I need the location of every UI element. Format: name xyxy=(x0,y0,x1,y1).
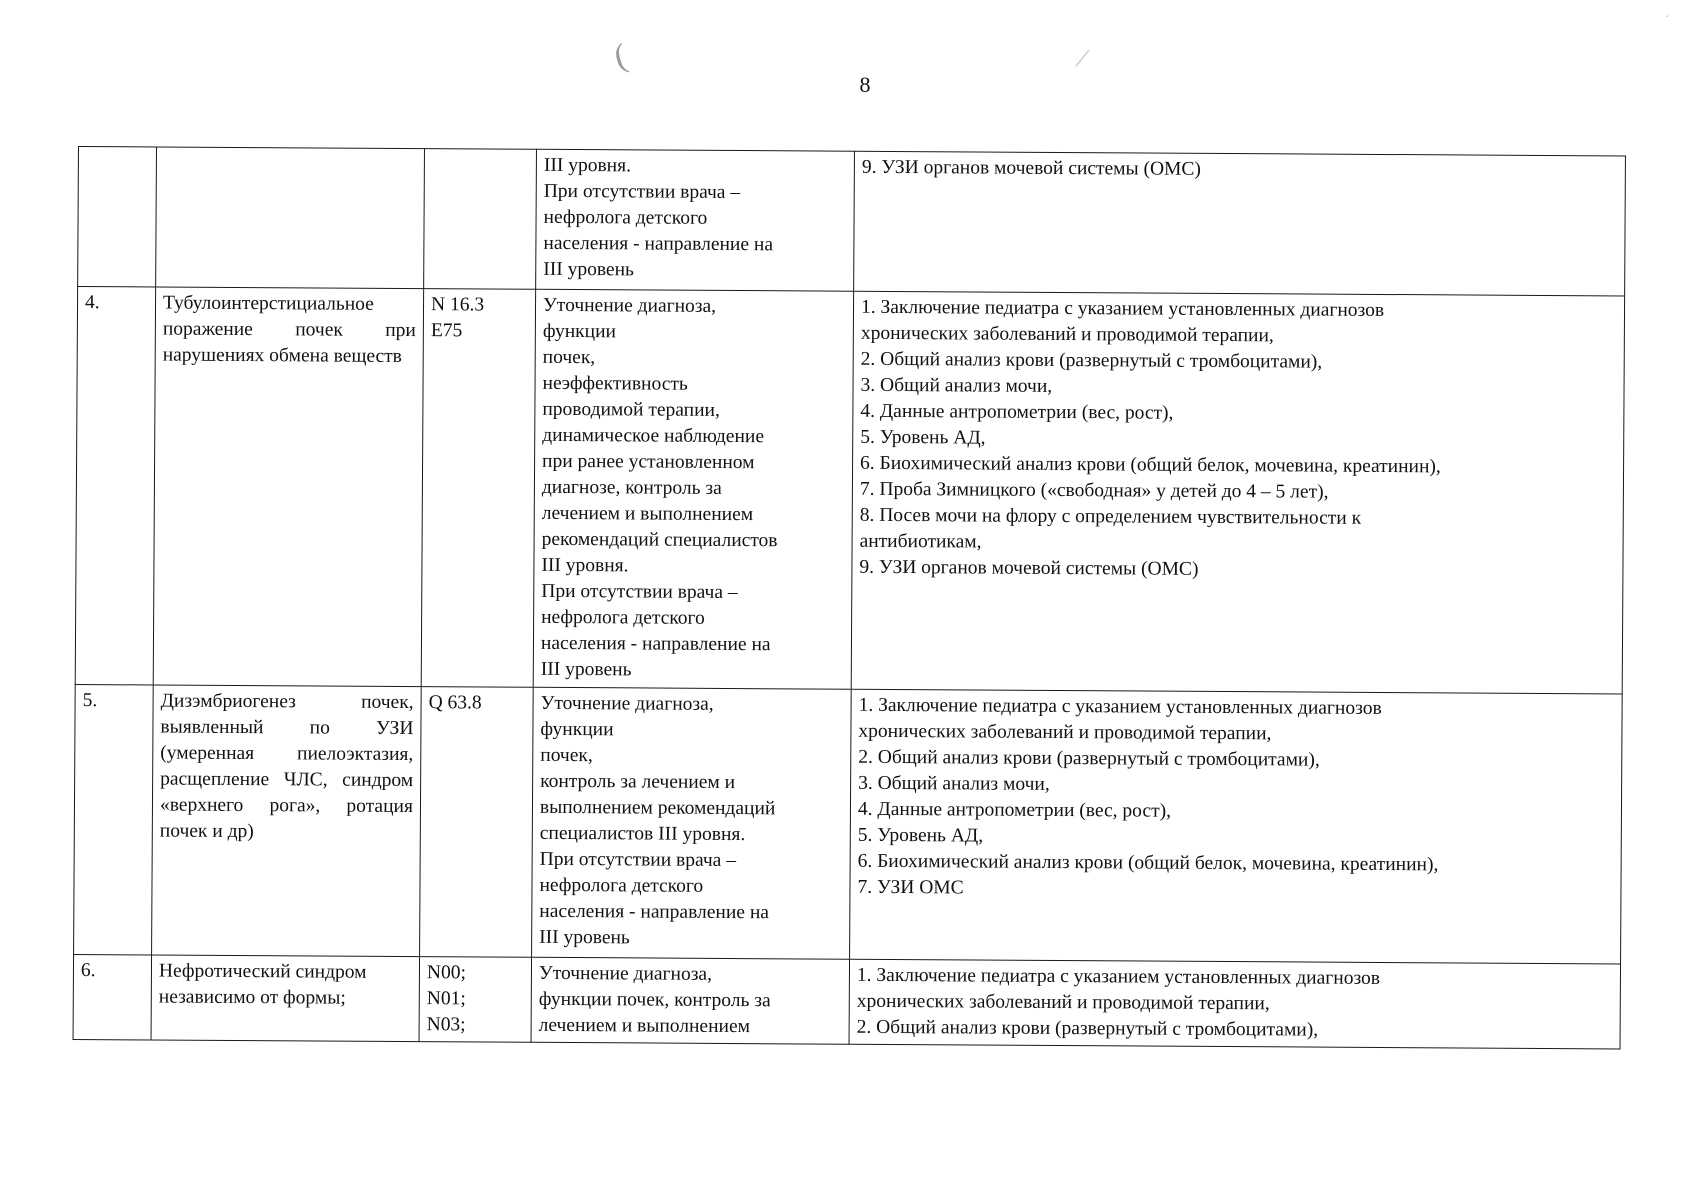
scan-artifact-mark: ( xyxy=(610,37,631,76)
required-exams-cell xyxy=(854,151,1626,296)
icd-code: N00; N01; N03; xyxy=(426,962,467,1036)
required-exams: 9. УЗИ органов мочевой системы (ОМС) xyxy=(861,156,1201,180)
row-number: 4. xyxy=(84,292,100,314)
icd-code: N 16.3 E75 xyxy=(430,294,485,342)
icd-code-cell xyxy=(424,149,537,290)
required-exams: 1. Заключение педиатра с указанием установленных диагнозов хронических заболеваний и проводимой терапии, 2. Общий анализ крови (развернутый с тромбоцитами), 3. Общий анализ мочи, 4. Данные антропометрии (вес, рост), 5. Уровень АД, 6. Биохимический анализ крови (общий белок, мочевина, креатинин), 7. УЗИ ОМС xyxy=(857,694,1439,899)
referral-goal: Уточнение диагноза, функции почек, неэффективность проводимой терапии, динамическое наблюдение при ранее установленном диагнозе, контроль за лечением и выполнением рекомендаций специалистов III уровня. При отсутствии врача – нефролога детского населения - направление на III уровень xyxy=(540,294,778,681)
referral-goal-cell xyxy=(536,149,855,291)
required-exams-cell xyxy=(849,959,1621,1049)
required-exams: 1. Заключение педиатра с указанием установленных диагнозов хронических заболеваний и проводимой терапии, 2. Общий анализ крови (развернутый с тромбоцитами), xyxy=(856,964,1381,1041)
row-number-cell xyxy=(78,147,157,287)
diagnosis-name-cell xyxy=(152,685,422,957)
diagnosis-name: Тубулоинтерстициальное поражение почек при нарушениях обмена веществ xyxy=(162,292,416,367)
referral-goal: III уровня. При отсутствии врача – нефролога детского населения - направление на III уровень xyxy=(543,154,774,281)
diagnosis-name-cell xyxy=(151,955,420,1042)
referral-table xyxy=(73,146,1626,1049)
scan-artifact-mark: · xyxy=(1665,10,1670,25)
icd-code-cell xyxy=(419,957,532,1043)
row-number: 6. xyxy=(80,960,96,982)
scan-artifact-mark: / xyxy=(1072,41,1092,76)
referral-goal-cell xyxy=(531,957,850,1044)
row-number-cell xyxy=(74,684,154,954)
icd-code-cell xyxy=(421,289,535,688)
page-number: 8 xyxy=(859,72,871,97)
row-number-cell xyxy=(73,954,152,1039)
table-row xyxy=(78,147,1626,296)
icd-code-cell xyxy=(420,687,534,958)
required-exams: 1. Заключение педиатра с указанием установленных диагнозов хронических заболеваний и проводимой терапии, 2. Общий анализ крови (развернутый с тромбоцитами), 3. Общий анализ мочи, 4. Данные антропометрии (вес, рост), 5. Уровень АД, 6. Биохимический анализ крови (общий белок, мочевина, креатинин), 7. Проба Зимницкого («свободная» у детей до 4 – 5 лет), 8. Посев мочи на флору с определением чувствительности к антибиотикам, 9. УЗИ органов мочевой системы (ОМС) xyxy=(859,296,1441,580)
referral-goal-cell xyxy=(532,687,852,959)
icd-code: Q 63.8 xyxy=(428,692,482,714)
diagnosis-name: Нефротический синдром независимо от формы; xyxy=(158,960,367,1009)
row-number: 5. xyxy=(82,690,98,712)
table-row xyxy=(75,287,1624,694)
required-exams-cell xyxy=(851,291,1624,694)
referral-goal: Уточнение диагноза, функции почек, контроль за лечением и выполнением рекомендаций специалистов III уровня. При отсутствии врача – нефролога детского населения - направление на III уровень xyxy=(539,692,776,949)
table-row xyxy=(74,684,1623,963)
required-exams-cell xyxy=(850,689,1623,964)
diagnosis-name-cell xyxy=(156,147,425,289)
referral-goal-cell xyxy=(533,289,853,689)
diagnosis-name-cell xyxy=(153,287,423,687)
referral-goal: Уточнение диагноза, функции почек, контроль за лечением и выполнением xyxy=(538,962,771,1038)
diagnosis-name: Дизэмбриогенез почек, выявленный по УЗИ (умеренная пиелоэктазия, расщепление ЧЛС, синдром «верхнего рога», ротация почек и др) xyxy=(159,690,414,843)
table-row xyxy=(73,954,1620,1048)
row-number-cell xyxy=(75,287,155,685)
